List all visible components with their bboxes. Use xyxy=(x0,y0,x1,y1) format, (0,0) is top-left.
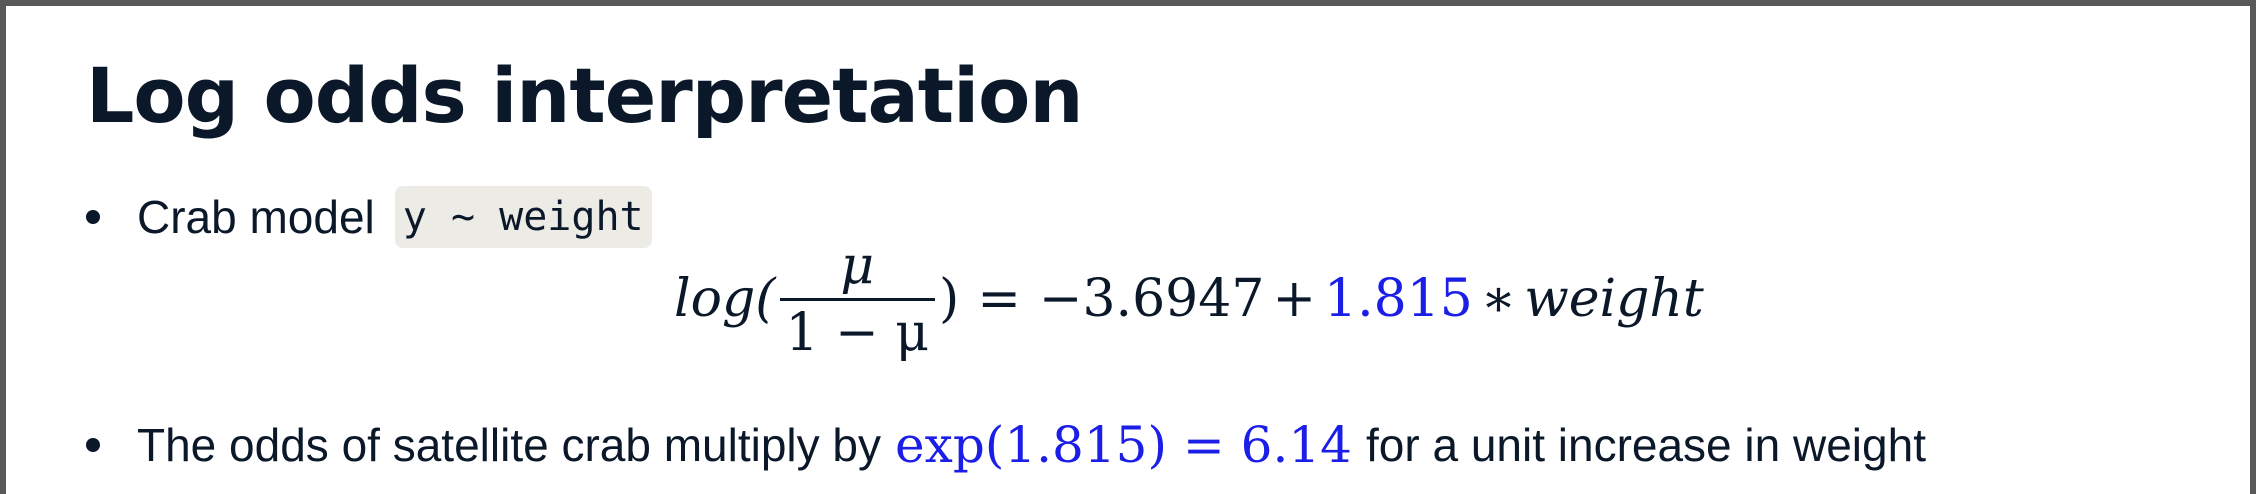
equation-intercept: −3.6947 xyxy=(1038,269,1265,329)
equation-fraction xyxy=(780,237,936,362)
inline-math-exp: exp(1.815) = 6.14 xyxy=(895,416,1352,474)
bullet-item xyxy=(86,186,652,248)
equation-coefficient: 1.815 xyxy=(1324,269,1473,329)
equation-plus: + xyxy=(1272,269,1317,329)
equation-log-fn: log( xyxy=(674,269,776,329)
equation-variable: weight xyxy=(1524,269,1704,329)
inline-code: y ~ weight xyxy=(395,186,652,248)
equation-equals: = xyxy=(977,269,1021,329)
bullet-item xyxy=(86,414,1926,476)
equation-close-paren: ) xyxy=(939,269,960,329)
bullet-text: Crab model xyxy=(137,191,375,243)
equation-times: ∗ xyxy=(1480,269,1517,329)
bullet-text-before: The odds of satellite crab multiply by xyxy=(137,419,882,471)
fraction-bar xyxy=(780,298,936,301)
fraction-numerator: μ xyxy=(840,235,875,296)
fraction-denominator: 1 − μ xyxy=(785,302,930,363)
bullet-dot-icon xyxy=(86,210,100,224)
log-odds-equation xyxy=(674,234,1704,364)
bullet-text-after: for a unit increase in weight xyxy=(1366,419,1926,471)
slide-title: Log odds interpretation xyxy=(86,51,1083,140)
bullet-dot-icon xyxy=(86,438,100,452)
